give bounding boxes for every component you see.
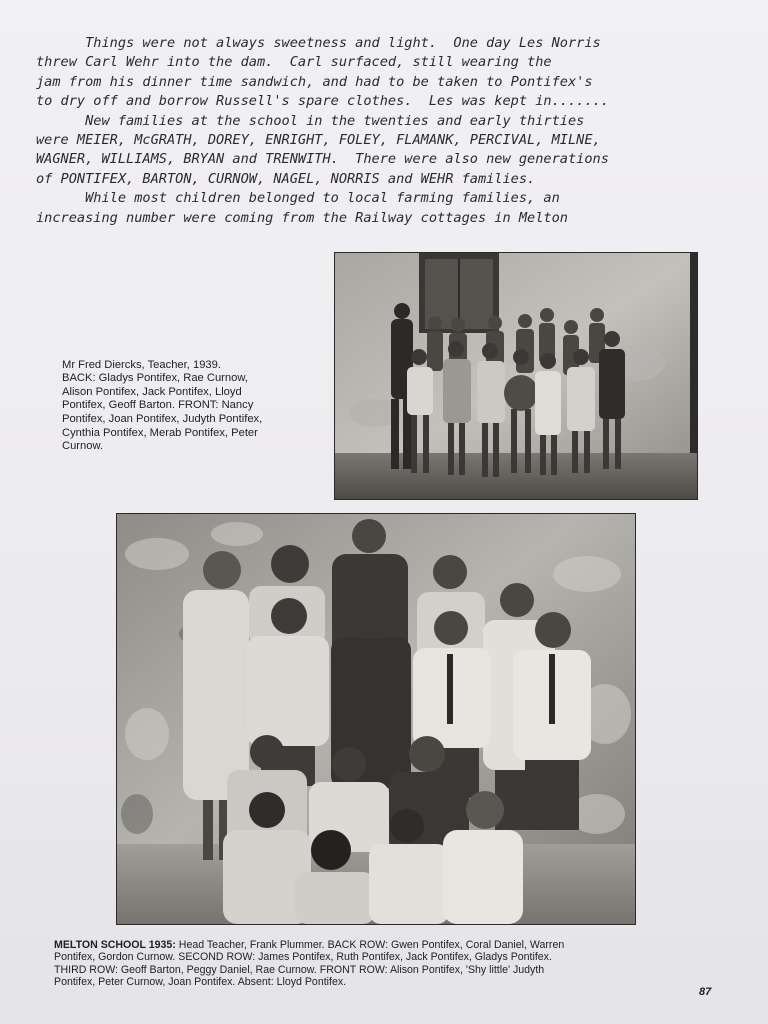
paragraph-railway-cottages: While most children belonged to local farming families, an increasing number were coming from the Railway cottages in Melton <box>36 190 568 226</box>
caption-1935-text: Head Teacher, Frank Plummer. BACK ROW: Gwen Pontifex, Coral Daniel, Warren Pontifex, Gordon Curnow. SECOND ROW: James Pontifex, Ruth Pontifex, Jack Pontifex, Gladys Pontifex. THIRD ROW: Geoff Barton, Peggy Daniel, Rae Curnow. FRONT ROW: Alison Pontifex, 'Shy little' Judyth Pontifex, Peter Curnow, Joan Pontifex. Absent: Lloyd Pontifex. <box>54 938 565 989</box>
photo-1935-melton-school <box>116 513 636 925</box>
caption-1935-lead: MELTON SCHOOL 1935: <box>54 938 176 951</box>
caption-1939 <box>62 345 327 454</box>
page-number: 87 <box>699 986 712 998</box>
paragraph-new-families: New families at the school in the twenties and early thirties were MEIER, McGRATH, DOREY, ENRIGHT, FOLEY, FLAMANK, PERCIVAL, MILNE, WAGNER, WILLIAMS, BRYAN and TRENWITH. There were also new generations of PONTIFEX, BARTON, CURNOW, NAGEL, NORRIS and WEHR families. <box>36 112 609 187</box>
caption-1935 <box>54 926 714 989</box>
photo-1935-image <box>117 514 635 924</box>
caption-1939-text: Mr Fred Diercks, Teacher, 1939. BACK: Gladys Pontifex, Rae Curnow, Alison Pontifex, Jack Pontifex, Lloyd Pontifex, Geoff Barton. FRONT: Nancy Pontifex, Joan Pontifex, Judyth Pontifex, Cynthia Pontifex, Merab Pontifex, Peter Curnow. <box>62 358 263 453</box>
typewritten-text <box>36 34 736 228</box>
photo-1939-image <box>335 253 697 499</box>
photo-1939-class <box>334 252 698 500</box>
paragraph-dam-story: Things were not always sweetness and light. One day Les Norris threw Carl Wehr into the dam. Carl surfaced, still wearing the jam from his dinner time sandwich, and had to be taken to Pontifex's to dry off and borrow Russell's spare clothes. Les was kept in....... <box>36 35 609 110</box>
